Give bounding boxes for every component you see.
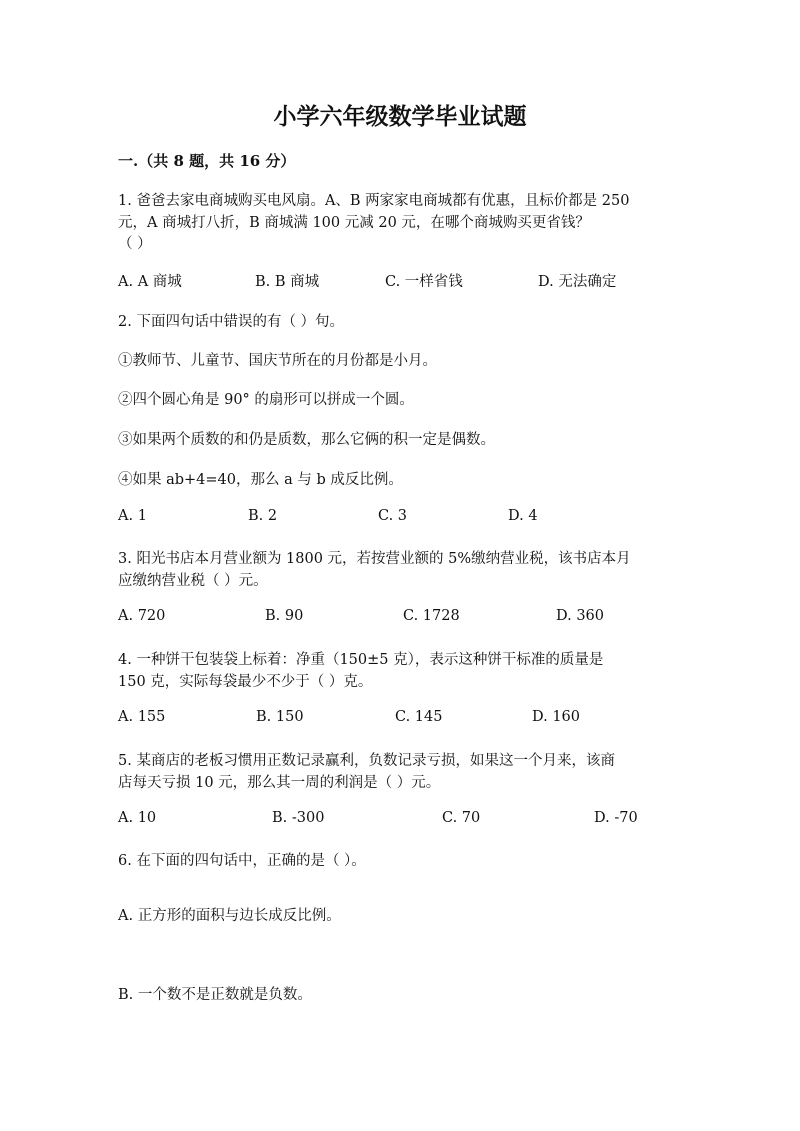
question-1-option-d[interactable]: D. 无法确定 <box>538 274 617 290</box>
question-6-line-1: 6. 在下面的四句话中，正确的是（ ）。 <box>118 853 366 869</box>
question-4-option-b[interactable]: B. 150 <box>256 709 304 725</box>
question-2-statement-4: ④如果 ab+4=40，那么 a 与 b 成反比例。 <box>118 472 403 488</box>
question-1-line-2: 元，A 商城打八折，B 商城满 100 元减 20 元，在哪个商城购买更省钱？ <box>118 215 590 231</box>
question-3-line-2: 应缴纳营业税（ ）元。 <box>118 573 268 589</box>
question-2-option-b[interactable]: B. 2 <box>248 508 278 524</box>
question-1-line-3: （ ） <box>118 236 152 252</box>
question-4-line-2: 150 克，实际每袋最少不少于（ ）克。 <box>118 674 373 690</box>
question-4-option-a[interactable]: A. 155 <box>118 709 166 725</box>
question-5-option-b[interactable]: B. -300 <box>272 810 325 826</box>
question-5-line-1: 5. 某商店的老板习惯用正数记录赢利，负数记录亏损，如果这一个月来，该商 <box>118 753 615 769</box>
question-3-option-b[interactable]: B. 90 <box>265 608 304 624</box>
question-3-line-1: 3. 阳光书店本月营业额为 1800 元，若按营业额的 5%缴纳营业税，该书店本月 <box>118 551 631 567</box>
question-6-option-a[interactable]: A. 正方形的面积与边长成反比例。 <box>118 908 341 924</box>
question-1-option-c[interactable]: C. 一样省钱 <box>385 274 463 290</box>
question-2-option-a[interactable]: A. 1 <box>118 508 147 524</box>
question-1-option-a[interactable]: A. A 商城 <box>118 274 182 290</box>
question-2-statement-2: ②四个圆心角是 90° 的扇形可以拼成一个圆。 <box>118 392 414 408</box>
question-5-option-d[interactable]: D. -70 <box>594 810 638 826</box>
question-1-line-1: 1. 爸爸去家电商城购买电风扇。A、B 两家家电商城都有优惠，且标价都是 250 <box>118 193 630 209</box>
question-4-line-1: 4. 一种饼干包装袋上标着：净重（150±5 克），表示这种饼干标准的质量是 <box>118 652 604 668</box>
question-5-option-c[interactable]: C. 70 <box>442 810 481 826</box>
page-title: 小学六年级数学毕业试题 <box>273 103 527 130</box>
question-3-option-d[interactable]: D. 360 <box>556 608 605 624</box>
question-3-option-c[interactable]: C. 1728 <box>403 608 460 624</box>
question-6-option-b[interactable]: B. 一个数不是正数就是负数。 <box>118 987 312 1003</box>
question-2-statement-1: ①教师节、儿童节、国庆节所在的月份都是小月。 <box>118 353 437 369</box>
question-5-option-a[interactable]: A. 10 <box>118 810 157 826</box>
question-2-option-c[interactable]: C. 3 <box>378 508 408 524</box>
question-4-option-c[interactable]: C. 145 <box>395 709 443 725</box>
question-3-option-a[interactable]: A. 720 <box>118 608 166 624</box>
question-1-option-b[interactable]: B. B 商城 <box>255 274 320 290</box>
question-2-line-1: 2. 下面四句话中错误的有（ ）句。 <box>118 314 345 330</box>
question-5-line-2: 店每天亏损 10 元，那么其一周的利润是（ ）元。 <box>118 775 441 791</box>
question-2-option-d[interactable]: D. 4 <box>508 508 538 524</box>
section-header: 一.（共 8 题，共 16 分） <box>118 152 296 170</box>
question-2-statement-3: ③如果两个质数的和仍是质数，那么它俩的积一定是偶数。 <box>118 432 495 448</box>
question-4-option-d[interactable]: D. 160 <box>532 709 581 725</box>
